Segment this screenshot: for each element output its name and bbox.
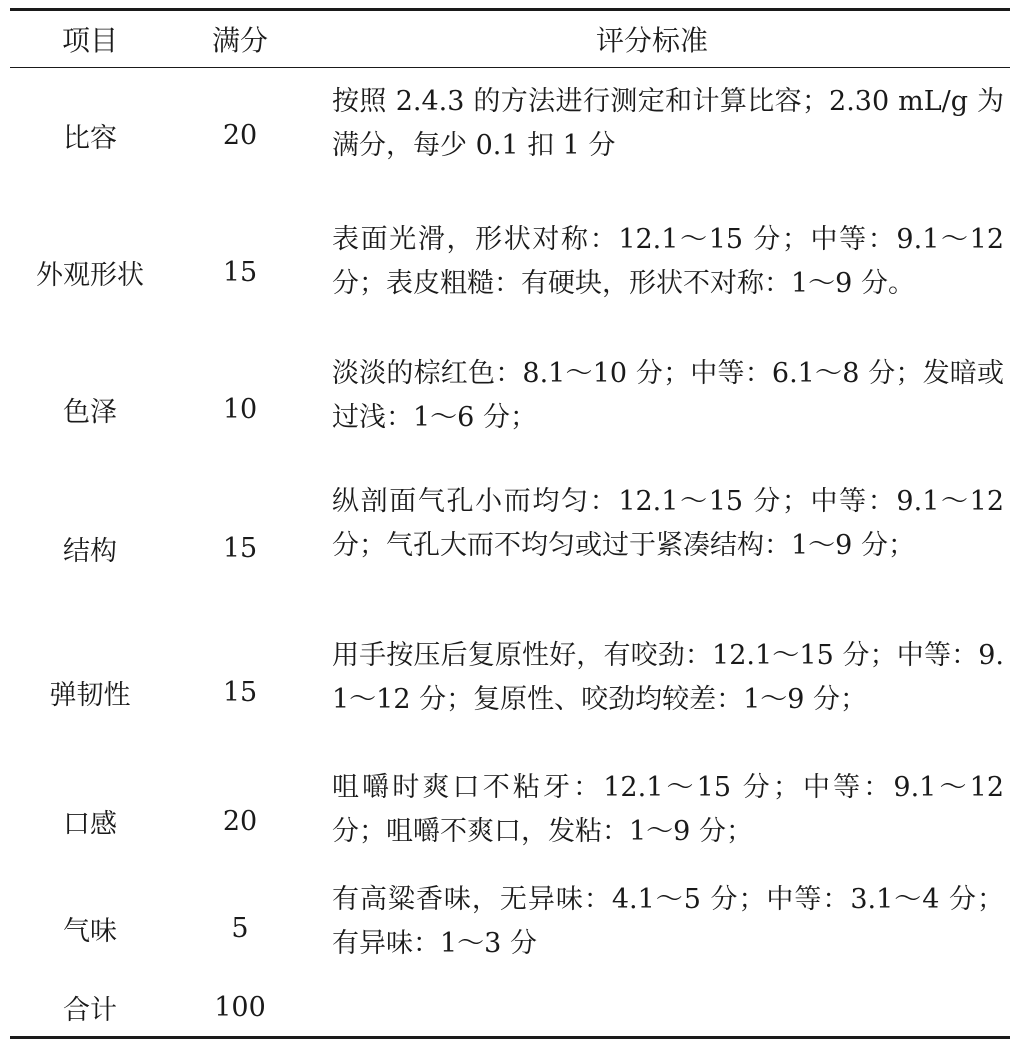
total-label: 合计	[63, 994, 117, 1026]
row-criteria: 有高粱香味，无异味：4.1～5 分；中等：3.1～4 分；有异味：1～3 分	[332, 884, 1004, 959]
row-score: 15	[222, 532, 258, 564]
row-criteria: 咀嚼时爽口不粘牙：12.1～15 分；中等：9.1～12 分；咀嚼不爽口，发粘：1～9 分；	[332, 772, 1004, 847]
header-criteria: 评分标准	[310, 10, 1010, 68]
row-score: 20	[222, 120, 258, 151]
row-item: 比容	[63, 123, 117, 154]
row-score: 15	[222, 676, 258, 708]
row-score: 15	[222, 257, 258, 288]
row-criteria-cell	[310, 68, 1010, 204]
row-criteria: 按照 2.4.3 的方法进行测定和计算比容；2.30 mL/g 为满分，每少 0.1 扣 1 分	[332, 86, 1004, 161]
table-row	[10, 476, 1010, 620]
table-header	[10, 10, 1010, 68]
row-score: 5	[231, 912, 249, 944]
row-item: 色泽	[63, 396, 117, 428]
row-criteria-cell	[310, 203, 1010, 342]
total-criteria	[310, 978, 1010, 1038]
row-criteria: 纵剖面气孔小而均匀：12.1～15 分；中等：9.1～12 分；气孔大而不均匀或过于紧凑结构：1～9 分；	[332, 486, 1004, 561]
table-row	[10, 878, 1010, 978]
row-item: 弹韧性	[49, 679, 131, 711]
row-item: 外观形状	[36, 260, 144, 291]
row-criteria-cell	[310, 476, 1010, 620]
table-row	[10, 342, 1010, 476]
header-item: 项目	[10, 10, 170, 68]
table-row	[10, 203, 1010, 342]
row-criteria: 表面光滑，形状对称：12.1～15 分；中等：9.1～12 分；表皮粗糙：有硬块，形状不对称：1～9 分。	[332, 224, 1004, 299]
table-row	[10, 68, 1010, 204]
scoring-table	[10, 8, 1010, 1039]
row-item: 气味	[63, 915, 117, 947]
row-criteria-cell	[310, 342, 1010, 476]
table-row	[10, 764, 1010, 878]
table-row	[10, 620, 1010, 764]
row-score: 20	[222, 805, 258, 837]
header-row	[10, 10, 1010, 68]
row-score: 10	[222, 393, 258, 425]
table-row-total	[10, 978, 1010, 1038]
row-criteria: 用手按压后复原性好，有咬劲：12.1～15 分；中等：9.1～12 分；复原性、咬劲均较差：1～9 分；	[332, 640, 1004, 715]
row-item: 口感	[63, 808, 117, 840]
header-score: 满分	[170, 10, 310, 68]
row-item: 结构	[63, 535, 117, 567]
row-criteria: 淡淡的棕红色：8.1～10 分；中等：6.1～8 分；发暗或过浅：1～6 分；	[332, 358, 1004, 433]
table-body	[10, 68, 1010, 1038]
row-criteria-cell	[310, 878, 1010, 978]
row-criteria-cell	[310, 764, 1010, 878]
row-criteria-cell	[310, 620, 1010, 764]
total-score: 100	[214, 991, 266, 1023]
